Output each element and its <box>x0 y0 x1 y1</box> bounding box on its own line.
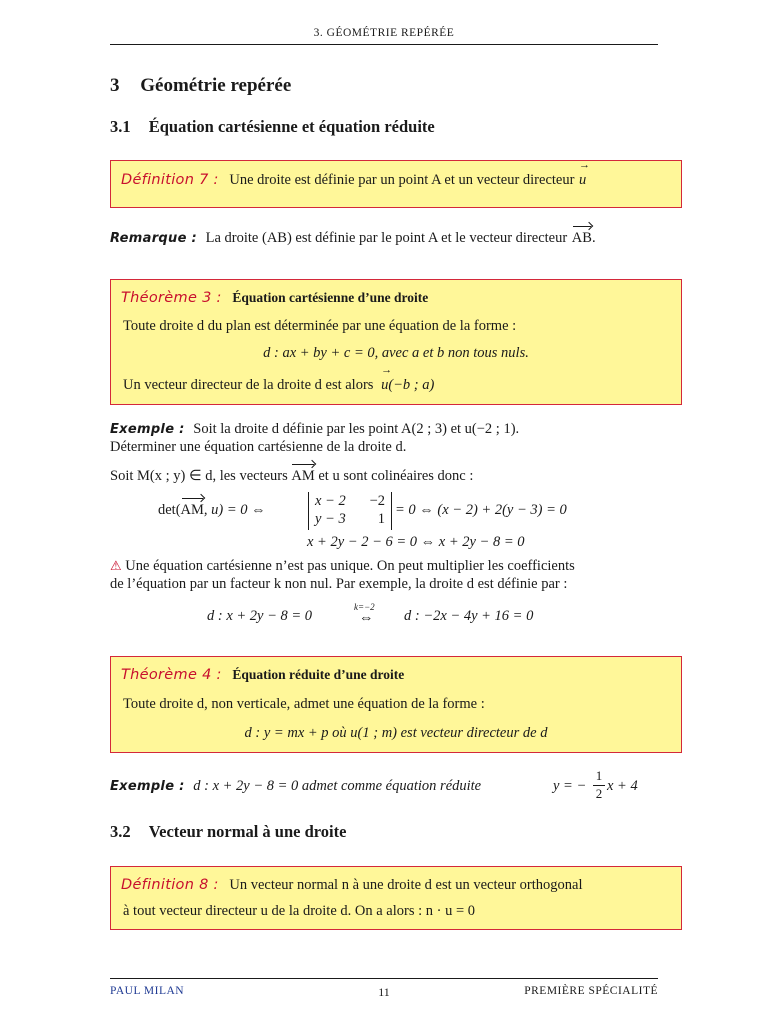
example-1-line3a: Soit M(x ; y) ∈ d, les vecteurs <box>110 468 288 484</box>
matrix-cell: x − 2 <box>315 493 346 509</box>
warning-line2: de l’équation par un facteur k non nul. Par exemple, la droite d est définie par : <box>110 576 568 592</box>
definition-8-label: Définition 8 : <box>121 877 219 893</box>
det-right: = 0 ⇔ (x − 2) + 2(y − 3) = 0 <box>395 502 567 518</box>
example-1-line3b: et u sont colinéaires donc : <box>318 468 474 484</box>
subsection-heading-2 <box>110 822 346 842</box>
theorem-4-label: Théorème 4 : <box>121 667 222 683</box>
example-1-line3 <box>110 468 473 485</box>
reduced-equation-tail: x + 4 <box>607 778 638 794</box>
remark-text: La droite (AB) est définie par le point A et le vecteur directeur <box>205 230 568 246</box>
definition-8-line2: à tout vecteur directeur u de la droite d. On a alors : n · u = 0 <box>123 903 476 919</box>
theorem-3-box <box>110 279 682 405</box>
running-header: 3. GÉOMÉTRIE REPÉRÉE <box>313 27 455 39</box>
matrix-cell: 1 <box>377 511 385 527</box>
section-number: 3 <box>110 75 120 96</box>
example-2-label: Exemple : <box>110 779 185 794</box>
warning-eq-op: ⇔ <box>359 610 374 626</box>
vector-am: AM <box>291 468 315 484</box>
section-title: Géométrie repérée <box>140 75 292 96</box>
theorem-3-formula: d : ax + by + c = 0, avec a et b non tous nuls. <box>263 345 529 361</box>
subsection-title: Vecteur normal à une droite <box>148 822 347 841</box>
definition-8-line1: Un vecteur normal n à une droite d est un vecteur orthogonal <box>229 877 583 893</box>
header-rule <box>110 44 658 45</box>
det-mid: , u) = 0 ⇔ <box>203 502 266 518</box>
warning-text1: Une équation cartésienne n’est pas unique. On peut multiplier les coefficients <box>125 558 575 574</box>
subsection-title: Équation cartésienne et équation réduite <box>148 117 435 136</box>
theorem-3-line1: Toute droite d du plan est déterminée par une équation de la forme : <box>123 318 517 334</box>
footer-page-number: 11 <box>378 985 390 999</box>
example-1-line1 <box>110 421 519 438</box>
example-1-result: x + 2y − 2 − 6 = 0 ⇔ x + 2y − 8 = 0 <box>307 534 525 550</box>
warning-icon: ⚠ <box>110 558 122 573</box>
determinant-matrix <box>308 492 392 530</box>
section-heading <box>110 75 291 97</box>
theorem-4-title: Équation réduite d’une droite <box>232 667 405 682</box>
theorem-3-label: Théorème 3 : <box>121 290 222 306</box>
definition-7-box <box>110 160 682 208</box>
remark-period: . <box>591 230 596 246</box>
footer-course: PREMIÈRE SPÉCIALITÉ <box>524 985 658 997</box>
vector-u: → u <box>381 377 388 394</box>
theorem-4-box <box>110 656 682 753</box>
footer-author: PAUL MILAN <box>110 985 185 997</box>
theorem-4-line1: Toute droite d, non verticale, admet une équation de la forme : <box>123 696 485 712</box>
theorem-4-formula: d : y = mx + p où u(1 ; m) est vecteur directeur de d <box>244 725 548 741</box>
example-1-text: Soit la droite d définie par les point A(2 ; 3) et u(−2 ; 1). <box>193 421 520 437</box>
determinant-equation <box>158 502 266 519</box>
remark <box>110 230 596 247</box>
definition-8-box <box>110 866 682 930</box>
fraction-denominator: 2 <box>593 785 605 802</box>
theorem-3-title: Équation cartésienne d’une droite <box>232 290 429 305</box>
definition-7-label: Définition 7 : <box>121 172 219 188</box>
det-left: det( <box>158 502 181 518</box>
fraction-numerator: 1 <box>595 768 603 783</box>
footer-rule <box>110 978 658 979</box>
reduced-equation-y: y = − <box>553 778 587 794</box>
warning-eq-left: d : x + 2y − 8 = 0 <box>207 608 313 624</box>
subsection-number: 3.1 <box>110 117 131 136</box>
definition-7-text: Une droite est définie par un point A et un vecteur directeur <box>229 172 575 188</box>
theorem-3-vector-coords: (−b ; a) <box>388 377 435 393</box>
example-2 <box>110 778 481 795</box>
example-1-line2: Déterminer une équation cartésienne de la droite d. <box>110 439 407 455</box>
subsection-heading-1 <box>110 117 435 137</box>
warning-eq-sup: k=−2 <box>354 602 375 612</box>
vector-am: AM <box>180 502 204 518</box>
warning-eq-right: d : −2x − 4y + 16 = 0 <box>404 608 534 624</box>
vector-u: → u <box>579 172 586 189</box>
vector-ab: AB <box>571 230 592 246</box>
remark-label: Remarque : <box>110 231 198 246</box>
subsection-number: 3.2 <box>110 822 131 841</box>
matrix-cell: −2 <box>369 493 385 509</box>
example-2-text: d : x + 2y − 8 = 0 admet comme équation réduite <box>193 778 482 794</box>
matrix-cell: y − 3 <box>315 511 346 527</box>
warning-line1 <box>110 558 575 575</box>
example-1-label: Exemple : <box>110 422 185 437</box>
fraction-one-half <box>593 768 605 802</box>
theorem-3-line3: Un vecteur directeur de la droite d est alors <box>123 377 374 393</box>
